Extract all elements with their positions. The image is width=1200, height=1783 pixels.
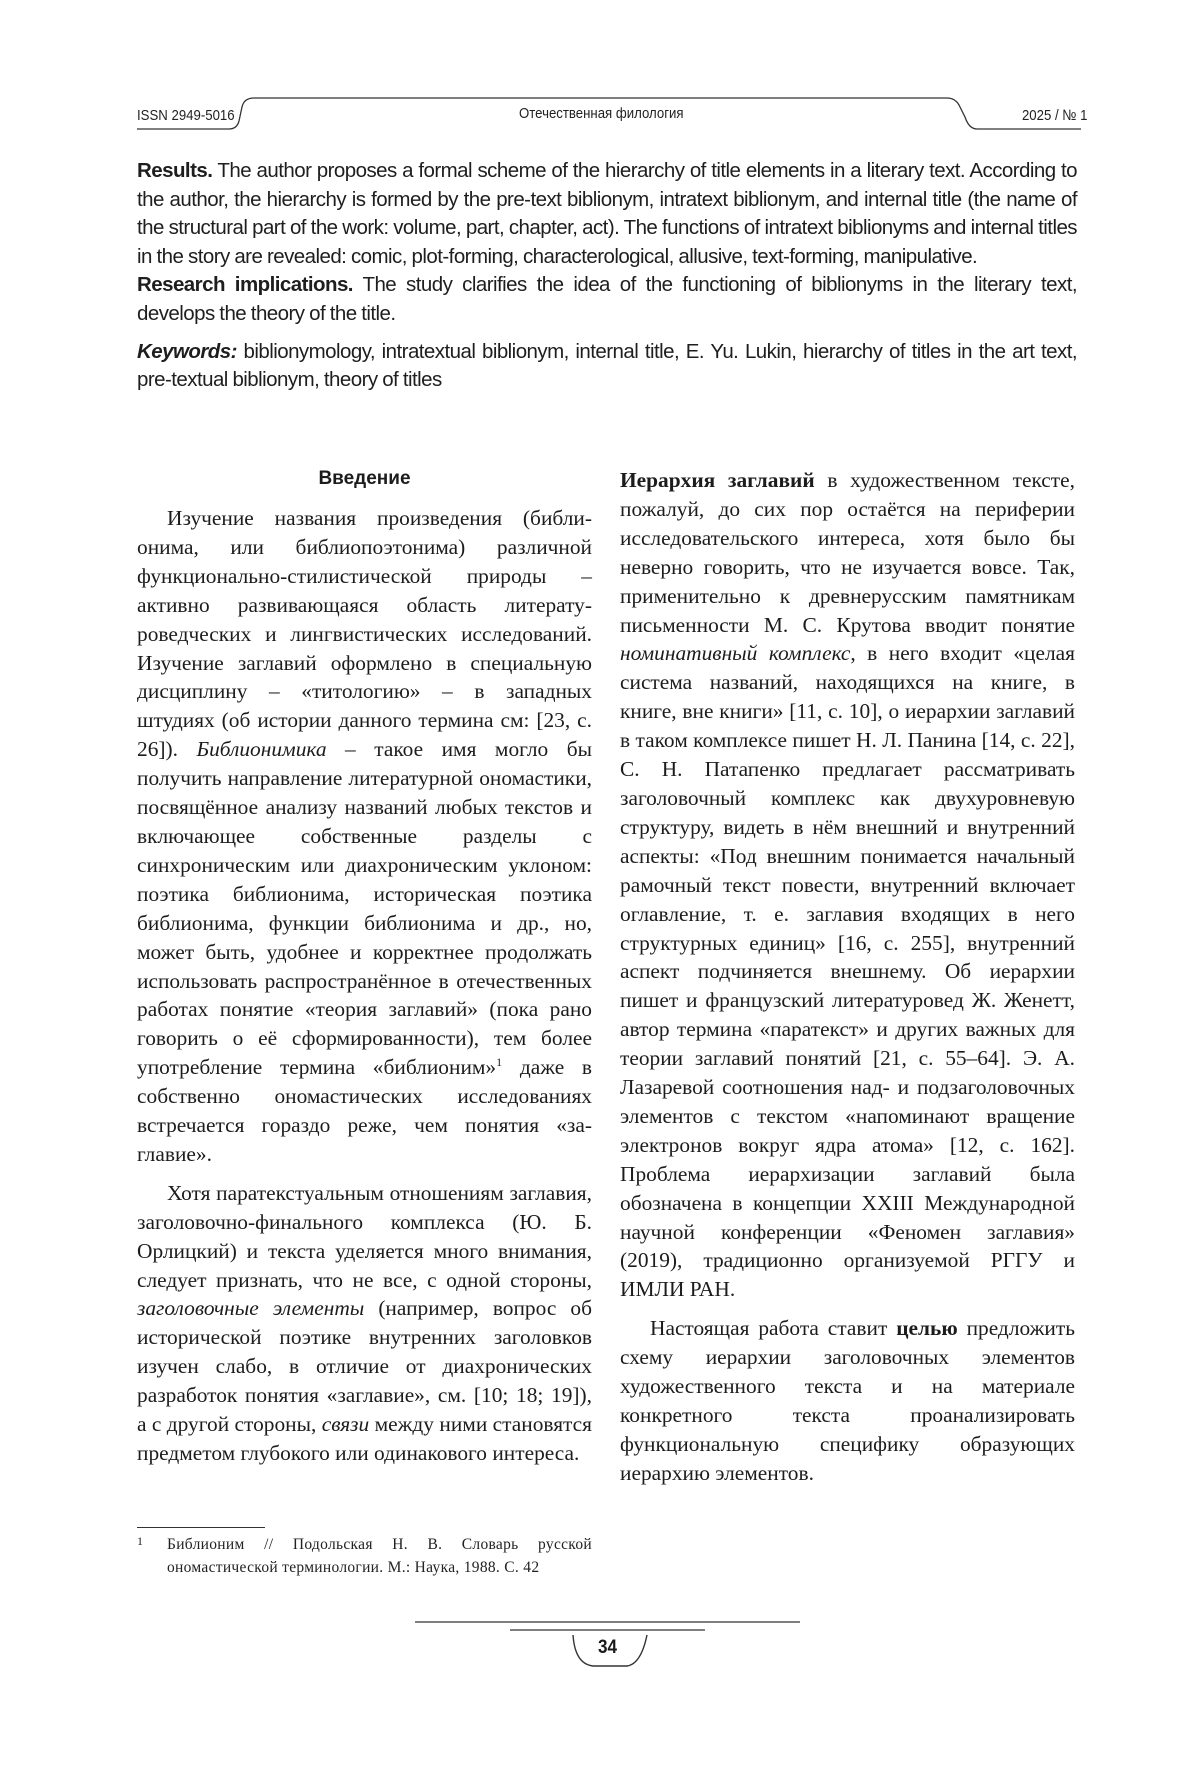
text-run: предложить схему иерархии заголовочных элементов художественного текста и на материале конкретного текста проанализировать функциональную специфику образующих иерархию элементов. <box>620 1316 1075 1485</box>
term-title-elements: заголовочные элементы <box>137 1296 365 1321</box>
term-nominative-complex: номинативный комплекс <box>620 641 851 666</box>
right-column <box>620 466 1075 1488</box>
issn-label: ISSN 2949-5016 <box>137 107 235 124</box>
section-title-introduction: Введение <box>318 468 411 489</box>
text-run: между ними становятся предметом глубокого или одинакового интереса. <box>137 1412 592 1465</box>
intro-paragraph-1 <box>137 504 592 1169</box>
results-paragraph <box>137 157 1077 271</box>
intro-paragraph-2 <box>137 1179 592 1468</box>
left-column <box>137 466 592 1468</box>
keywords-text: biblionymology, intratextual biblionym, internal title, E. Yu. Lukin, hierarchy of titles in the art text, pre-textual biblionym, theory of titles <box>137 339 1077 392</box>
running-header <box>137 93 1087 139</box>
footnote-marker: 1 <box>496 1055 503 1070</box>
results-text: The author proposes a formal scheme of the hierarchy of title elements in a literary text. According to the author, the hierarchy is formed by the pre-text biblionym, intratext biblionym, and internal title (the name of the structural part of the work: volume, part, chapter, act). The functions of intratext biblionyms and internal titles in the story are revealed: comic, plot-forming, characterological, allusive, text-forming, manipulative. <box>137 159 1077 268</box>
issue-label: 2025 / № 1 <box>1021 107 1087 124</box>
results-label: Results. <box>137 159 213 182</box>
text-run: – такое имя могло бы получить направление литературной ономастики, посвящённое анализу названий любых текстов и включающее собственные разделы с синхроническим или диахроническим уклоном: поэтика библионима, историческая поэтика библионима, функции библионима и др., но, может быть, удобнее и корректнее продолжать использовать распространённое в отечественных работах понятие «теория заглавий» (пока рано говорить о её сформированности), тем более употребление термина «библионим» <box>137 737 592 1080</box>
footnote-text: Библионим // Подольская Н. В. Словарь русской ономастической терминологии. М.: Наука, 1988. С. 42 <box>167 1536 592 1576</box>
text-run: Изучение названия произведения (библионима, или библиопоэтонима) различной функционально-стилистической природы – активно развивающаяся область литературоведческих и лингвистических исследований. Изучение заглавий оформлено в специальную дисциплину – «титологию» – в западных штудиях (об истории данного термина см: [23, с. 26]). <box>137 506 592 762</box>
keywords-label: Keywords: <box>137 339 237 363</box>
page-number: 34 <box>597 1637 618 1658</box>
term-biblionimika: Библионимика <box>196 737 327 762</box>
text-run: в художественном тексте, пожалуй, до сих пор остаётся на периферии исследовательского интереса, хотя было бы неверно говорить, что не изучается вовсе. Так, применительно к древнерусским памятникам письменности М. С. Крутова вводит понятие <box>620 468 1075 637</box>
footnote <box>137 1533 592 1579</box>
page-footer <box>415 1620 800 1680</box>
term-aim: целью <box>896 1316 958 1341</box>
implications-paragraph <box>137 271 1077 328</box>
text-run: Хотя паратекстуальным отношениям заглавия, заголовочно-финального комплекса (Ю. Б. Орлицкий) и текста уделяется много внимания, следует признать, что не все, с одной стороны, <box>137 1180 592 1292</box>
footnote-rule <box>137 1527 265 1528</box>
aim-paragraph <box>620 1314 1075 1487</box>
text-run: Настоящая работа ставит <box>650 1316 897 1341</box>
implications-text: The study clarifies the idea of the functioning of biblionyms in the literary text, develops the theory of the title. <box>137 273 1077 325</box>
footnote-number: 1 <box>137 1534 143 1548</box>
english-abstract <box>137 157 1077 395</box>
keywords-paragraph <box>137 338 1077 395</box>
text-run: (например, вопрос об исторической поэтике внутренних заголовков изучен слабо, в отличие от диахронических разработок понятия «заглавие», см. [10; 18; 19]), а с другой стороны, <box>137 1296 592 1437</box>
journal-title: Отечественная филология <box>519 105 684 122</box>
text-run: даже в собственно ономастических исследованиях встречается гораздо реже, чем понятия «заглавие». <box>137 1055 592 1166</box>
hierarchy-paragraph <box>620 466 1075 1304</box>
term-title-hierarchy: Иерархия заглавий <box>620 468 815 492</box>
implications-label: Research implications. <box>137 273 353 297</box>
text-run: , в него входит «целая система названий, находящихся на книге, в книге, вне книги» [11, с. 10], о иерархии заглавий в таком комплексе пишет Н. Л. Панина [14, с. 22], С. Н. Патапенко предлагает рассматривать заголовочный комплекс как двухуровневую структуру, видеть в нём внешний и внутренний аспекты: «Под внешним понимается начальный рамочный текст повести, внутренний включает оглавление, т. е. заглавия входящих в него структурных единиц» [16, с. 255], внутренний аспект подчиняется внешнему. Об иерархии пишет и французский литературовед Ж. Женетт, автор термина «паратекст» и других важных для теории заглавий понятий [21, с. 55–64]. Э. А. Лазаревой соотношения над- и подзаголовочных элементов с текстом «напоминают вращение электронов вокруг ядра атома» [12, с. 162]. Проблема иерархизации заглавий была обозначена в концепции XXIII Международной научной конференции «Феномен заглавия» (2019), традиционно организуемой РГГУ и ИМЛИ РАН. <box>620 641 1075 1302</box>
term-links: связи <box>321 1412 370 1437</box>
